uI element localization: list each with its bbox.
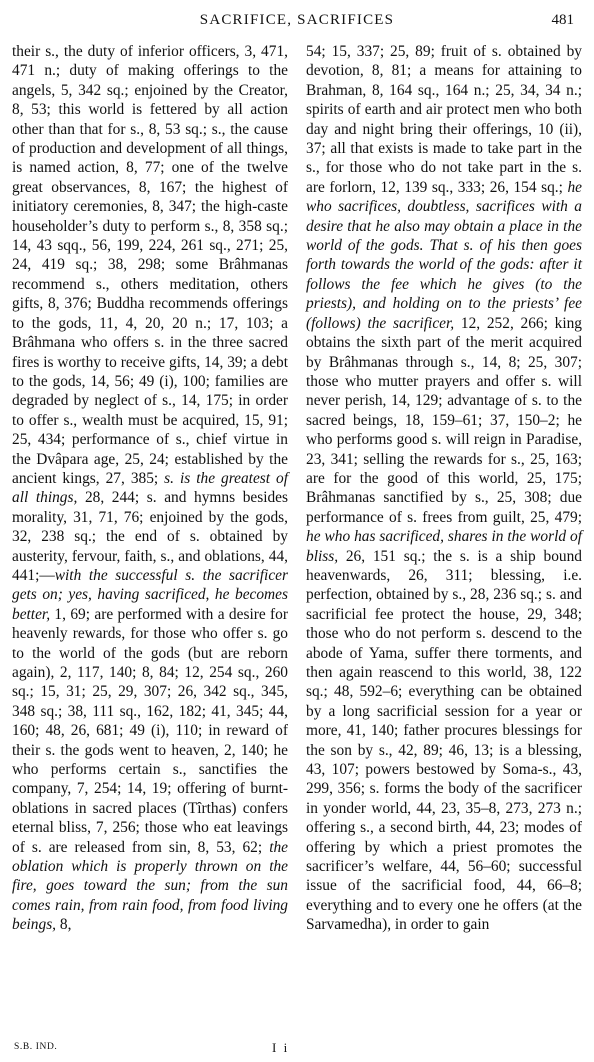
left-column	[12, 42, 288, 1038]
signature-mark: I i	[272, 1040, 290, 1055]
entry-run: their s., the duty of inferior officers, 3, 471, 471 n.; duty of making offerings to the angels, 5, 342 sq.; enjoined by the Creator, 8, 53; this world is fettered by all action other than that for s., 8, 53 sq.; s., the cause of production and development of all things, is named action, 8, 77; one of the twelve great observances, 8, 167; the highest of initiatory ceremonies, 8, 347; the high-caste householder’s duty to perform s., 8, 358 sq.; 14, 43 sqq., 56, 199, 224, 261 sq., 271; 25, 24, 419 sq.; 38, 298; some Brâhmanas recommend s., others meditation, others gifts, 8, 376; Buddha recommends offerings to the gods, 11, 4, 20, 20 n.; 17, 103; a Brâhmana who offers s. in the three sacred fires is worthy to receive gifts, 14, 39; a debt to the gods, 14, 56; 49 (i), 100; families are degraded by neglect of s., 14, 175; in order to offer s., wealth must be acquired, 15, 91; 25, 434; performance of s., chief virtue in the Dvâpara age, 25, 24; established by the ancient kings, 27, 385;	[12, 43, 288, 487]
entry-run: 12, 252, 266; king obtains the sixth part of the merit acquired by Brâhmanas through s., 14, 8; 25, 307; those who mutter prayers and offer s. will never perish, 14, 129; advantage of s. to the sacred beings, 18, 159–61; 37, 150–2; he who performs good s. will reign in Paradise, 23, 341; selling the rewards for s., 25, 163; are for the good of this world, 25, 175; Brâhmanas sanctified by s., 25, 308; due performance of s. frees from guilt, 25, 479;	[306, 314, 582, 526]
italic-quote: he who sacrifices, doubtless, sacrifices with a desire that he also may obtain a place in the world of the gods. That s. of his then goes forth towards the world of the gods: after it follows the fee which he gives (to the priests), and holding on to the priests’ fee (follows) the sacrificer,	[306, 178, 582, 332]
entry-run: 54; 15, 337; 25, 89; fruit of s. obtained by devotion, 8, 81; a means for attaining to Brahman, 8, 164 sq., 164 n.; 25, 34, 34 n.; spirits of earth and air protect men who both day and night bring their offerings, 10 (ii), 37; all that exists is made to take part in the s., for those who do not take part in the s. are forlorn, 12, 139 sq., 333; 26, 154 sq.;	[306, 43, 582, 196]
italic-quote: with the successful s. the sacrificer gets on; yes, having sacrificed, he becomes better,	[12, 566, 288, 623]
entry-run: 28, 244; s. and hymns besides morality, 31, 71, 76; enjoined by the gods, 32, 238 sq.; the end of s. obtained by austerity, fervour, faith, s., and oblations, 44, 441;—	[12, 489, 288, 584]
printer-signature: S.B. IND.	[14, 1042, 58, 1052]
entry-run: 26, 151 sq.; the s. is a ship bound heavenwards, 26, 311; blessing, i.e. perfection, obtained by s., 28, 236 sq.; s. and sacrificial fee protect the house, 29, 348; those who do not perform s. descend to the abode of Yama, suffer there torments, and then again reascend to this world, 38, 122 sq.; 48, 592–6; everything can be obtained by a long sacrificial session for a year or more, 41, 140; father procures blessings for the son by s., 42, 89; 46, 13; is a blessing, 43, 107; powers bestowed by Soma-s., 43, 299, 356; s. forms the body of the sacrificer in yonder world, 44, 23, 35–8, 273, 273 n.; offering s., a second birth, 44, 23; modes of offering by which a priest promotes the sacrificer’s welfare, 44, 56–60; successful issue of the sacrificial food, 44, 66–8; everything and to every one he offers (at the Sarvamedha), in order to gain	[306, 547, 582, 934]
header-title: SACRIFICE, SACRIFICES	[199, 12, 395, 28]
right-column	[306, 42, 582, 1038]
entry-run: 8,	[56, 916, 72, 934]
italic-quote: s. is the greatest of all things,	[12, 469, 288, 507]
index-entry-text	[12, 42, 288, 935]
running-header	[0, 10, 594, 36]
page-footer	[0, 1040, 594, 1060]
index-entry-text	[306, 42, 582, 935]
italic-quote: he who has sacrificed, shares in the world of bliss,	[306, 528, 582, 565]
entry-run: 1, 69; are performed with a desire for heavenly rewards, for those who offer s. go to the world of the gods (but are reborn again), 2, 117, 140; 8, 84; 12, 254 sq., 260 sq.; 15, 31; 25, 29, 307; 26, 342 sq., 345, 348 sq.; 38, 111 sq., 162, 182; 41, 345; 44, 160; 48, 26, 681; 49 (i), 110; in reward of their s. the gods went to heaven, 2, 140; he who performs certain s., sanctifies the company, 7, 254; 14, 19; offering of burnt-oblations in sacred places (Tîrthas) confers eternal bliss, 7, 256; those who eat leavings of s. are released from sin, 8, 53, 62;	[12, 605, 288, 856]
page-number: 481	[551, 12, 574, 28]
italic-quote: the oblation which is properly thrown on the fire, goes toward the sun; from the sun comes rain, from rain food, from food living beings,	[12, 838, 288, 934]
